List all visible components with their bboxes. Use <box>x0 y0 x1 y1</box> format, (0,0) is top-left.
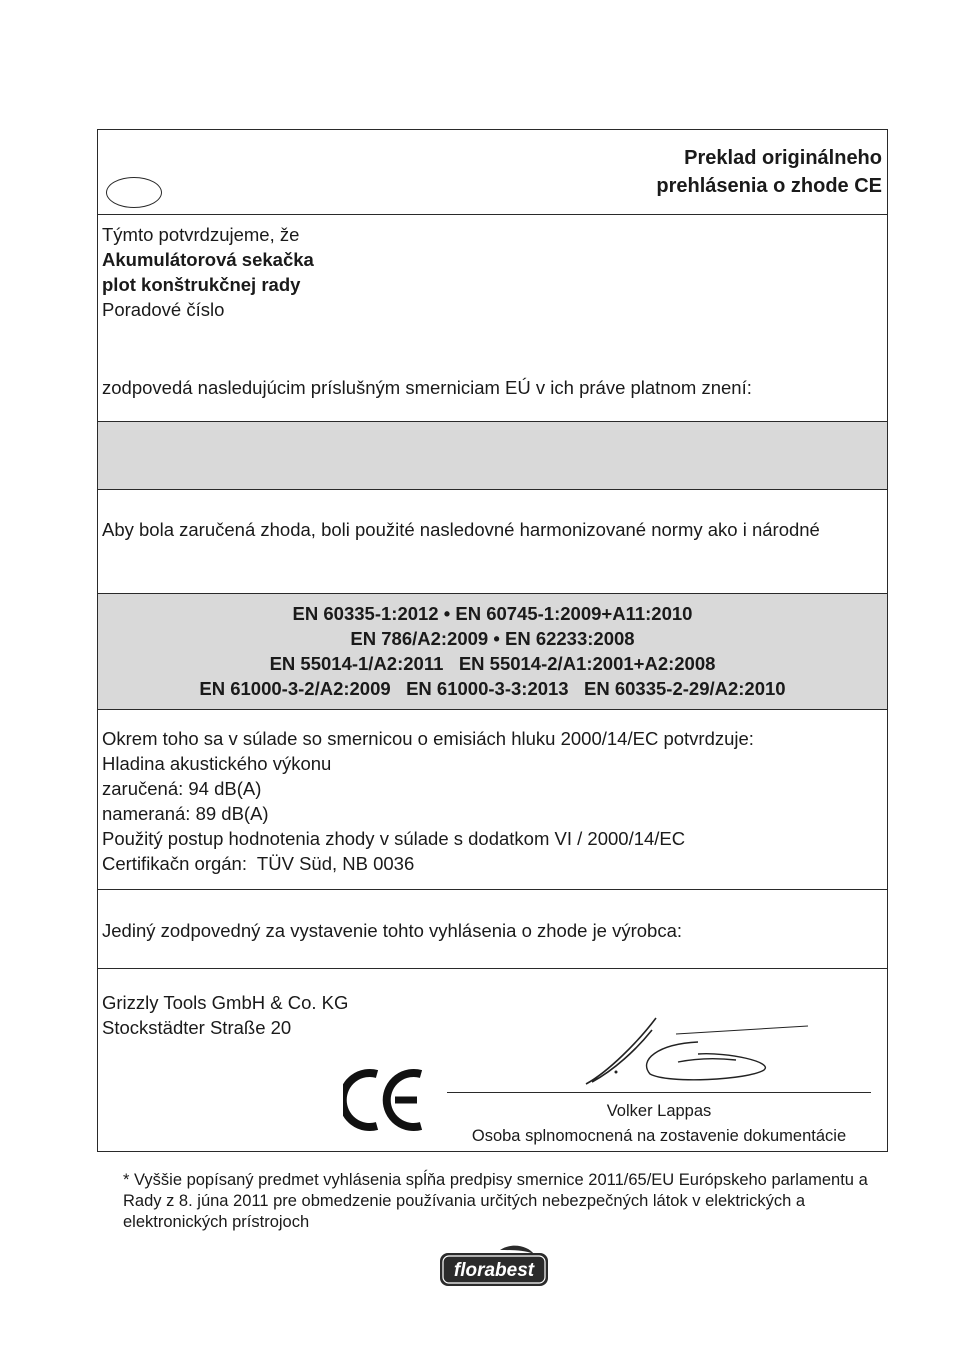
florabest-logo <box>438 1244 550 1288</box>
divider <box>98 214 887 215</box>
notified-body: Certifikačn orgán: TÜV Süd, NB 0036 <box>102 853 415 874</box>
serial-label: Poradové číslo <box>102 299 225 320</box>
title-line-2: prehlásenia o zhode CE <box>656 175 882 197</box>
responsibility-statement: Jediný zodpovedný za vystavenie tohto vyhlásenia o zhode je výrobca: <box>102 920 683 941</box>
country-code-oval <box>106 177 162 208</box>
norm-line: EN 786/A2:2009 • EN 62233:2008 <box>350 628 635 649</box>
guaranteed-level: zaručená: 94 dB(A) <box>102 778 262 799</box>
manufacturer-name: Grizzly Tools GmbH & Co. KG <box>102 992 349 1013</box>
directives-statement: zodpovedá nasledujúcim príslušným smerniciam EÚ v ich práve platnom znení: <box>102 377 752 398</box>
norm-line: EN 55014-1/A2:2011 EN 55014-2/A1:2001+A2:2008 <box>269 653 716 674</box>
footnote: * Vyššie popísaný predmet vyhlásenia spĺňa predpisy smernice 2011/65/EU Európskeho parlamentu a Rady z 8. júna 2011 pre obmedzenie používania určitých nebezpečných látok v elektrických a elektronických prístrojoch <box>123 1171 868 1231</box>
product-name-line-2: plot konštrukčnej rady <box>102 274 301 295</box>
divider <box>98 709 887 710</box>
title-line-1: Preklad originálneho <box>684 147 882 169</box>
signature-icon <box>578 1014 818 1090</box>
declaration-title <box>656 144 882 200</box>
divider <box>98 489 887 490</box>
divider <box>98 968 887 969</box>
logo-text: florabest <box>453 1260 535 1281</box>
assessment-procedure: Použitý postup hodnotenia zhody v súlade s dodatkom VI / 2000/14/EC <box>102 828 686 849</box>
signatory-name: Volker Lappas <box>606 1102 712 1120</box>
ce-mark-icon <box>343 1068 427 1132</box>
manufacturer-street: Stockstädter Straße 20 <box>102 1017 292 1038</box>
divider <box>98 889 887 890</box>
signatory-role: Osoba splnomocnená na zostavenie dokumentácie <box>471 1127 847 1145</box>
harmonized-statement: Aby bola zaručená zhoda, boli použité nasledovné harmonizované normy ako i národné <box>102 519 820 540</box>
directives-box <box>98 422 887 489</box>
measured-level: nameraná: 89 dB(A) <box>102 803 269 824</box>
signature-line <box>447 1092 871 1093</box>
norm-line: EN 61000-3-2/A2:2009 EN 61000-3-3:2013 EN 60335-2-29/A2:2010 <box>199 678 786 699</box>
norm-line: EN 60335-1:2012 • EN 60745-1:2009+A11:2010 <box>292 603 693 624</box>
noise-statement: Okrem toho sa v súlade so smernicou o emisiách hluku 2000/14/EC potvrdzuje: <box>102 728 754 749</box>
norms-box <box>98 594 887 709</box>
intro-text: Týmto potvrdzujeme, že <box>102 224 300 245</box>
declaration-frame <box>97 129 888 1152</box>
product-name-line-1: Akumulátorová sekačka <box>102 249 314 270</box>
sound-level-label: Hladina akustického výkonu <box>102 753 332 774</box>
